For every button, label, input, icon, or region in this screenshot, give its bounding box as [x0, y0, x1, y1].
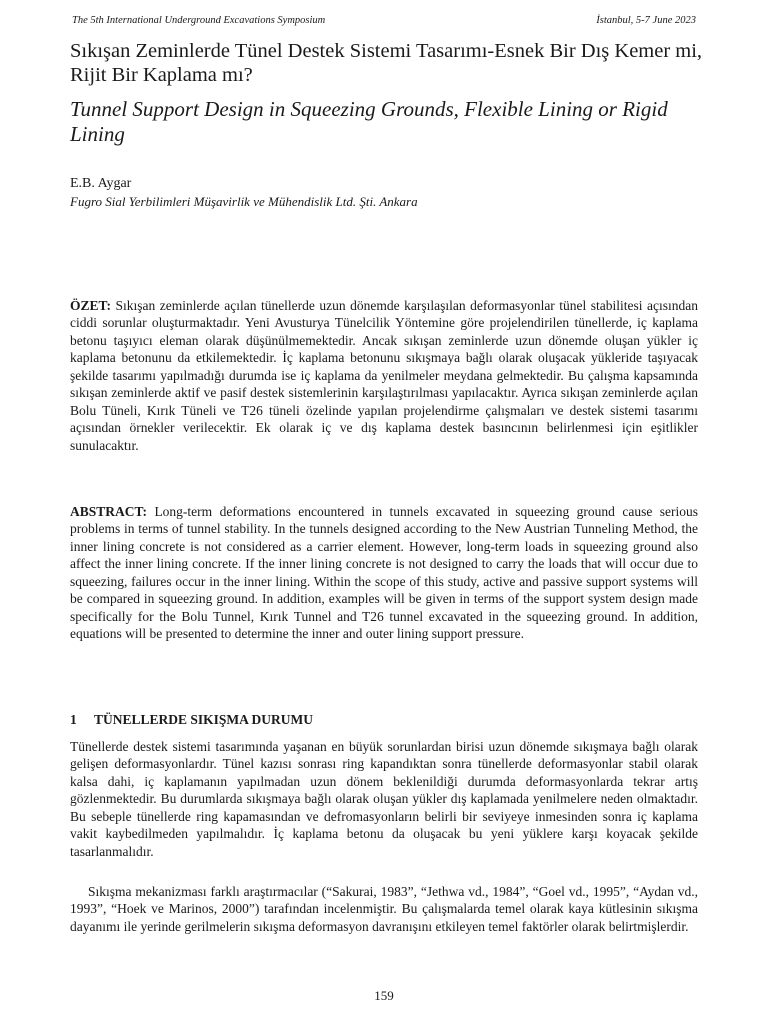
abstract-text: Long-term deformations encountered in tunnels excavated in squeezing ground cause serious problems in terms of tunnel stability. In the tunnels designed according to the New Austrian Tunneling Method, the inner lining concrete is not considered as a carrier element. However, long-term loads in squeezing ground also affect the inner lining concrete. If the inner lining concrete is not designed to carry the loads that will occur due to squeezing, failures occur in the inner lining. Within the scope of this study, active and passive support systems will be compared in squeezing ground. In addition, examples will be given in terms of the support system design made specifically for the Bolu Tunnel, Kırık Tunnel and T26 tunnel excavated in the squeezing ground. In addition, equations will be presented to determine the inner and outer lining support pressure.: [70, 504, 698, 642]
author-name: E.B. Aygar: [70, 176, 132, 191]
section-number: 1: [70, 712, 77, 727]
section-title: TÜNELLERDE SIKIŞMA DURUMU: [94, 712, 314, 727]
section-paragraph-1: Tünellerde destek sistemi tasarımında yaşanan en büyük sorunlardan birisi uzun dönemde sıkışmaya bağlı olarak gelişen deformasyonlardır. Tünel kazısı sonrası ring kapandıktan sonra tünellerde deformasyonlar stabil olarak kalsa dahi, iç kaplamanın yapılmadan uzun dönem beklenildiği durumda deformasyonlarda tekrar artış gözlenmektedir. Bu durumlarda sıkışmaya bağlı olarak oluşan yükler dış kaplamada yenilmelere neden olmaktadır. Bu sebeple tünellerde ring kapamasından ve defromasyonların belirli bir seviyeye inmesinden sonra iç kaplama vakit kaybedilmeden yapılmalıdır. İç kaplama betonu da oluşacak bu yeni yüklere karşı koyacak şekilde tasarlanmalıdır.: [70, 739, 698, 859]
ozet-paragraph: [70, 297, 698, 454]
ozet-text: Sıkışan zeminlerde açılan tünellerde uzun dönemde karşılaşılan deformasyonlar tünel stabilitesi açısından ciddi sorunlar oluşturmaktadır. Yeni Avusturya Tünelcilik Yöntemine göre projelendirilen tünellerde, iç kaplama betonu taşıyıcı eleman olarak düşünülmemektedir. Ancak sıkışan zeminlerde uzun dönemde oluşan yükler iç kaplama betonunu da etkilemektedir. İç kaplama betonunu sıkışmaya bağlı olarak oluşacak yükleride taşıyacak şekilde tasarımı yapılmadığı durumda ise iç kaplama da yenilmeler meydana gelmektedir. Bu çalışma kapsamında sıkışan zeminlerde aktif ve pasif destek sistemlerinin karşılaştırılması yapılacaktır. Ayrıca sıkışan zeminlerde açılan Bolu Tüneli, Kırık Tüneli ve T26 tüneli özelinde yapılan projelendirme çalışmaları ve destek sistemi tasarımı açısından örnekler verilecektir. Ek olarak iç ve dış kaplama destek basıncının belirlenmesi için eşitlikler sunulacaktır.: [70, 298, 698, 453]
section-paragraph-2: Sıkışma mekanizması farklı araştırmacılar (“Sakurai, 1983”, “Jethwa vd., 1984”, “Goel vd., 1995”, “Aydan vd., 1993”, “Hoek ve Marinos, 2000”) tarafından incelenmiştir. Bu çalışmalarda temel olarak kaya kütlesinin sıkışma dayanımı ile yerinde gerilmelerin sıkışma deformasyon davranışını etkileyen temel faktörler olarak belirtmişlerdir.: [70, 884, 698, 934]
ozet-label: ÖZET:: [70, 298, 112, 313]
header-symposium: The 5th International Underground Excavations Symposium: [72, 15, 326, 26]
title-turkish: Sıkışan Zeminlerde Tünel Destek Sistemi Tasarımı-Esnek Bir Dış Kemer mi, Rijit Bir Kaplama mı?: [70, 40, 703, 86]
page-number: 159: [374, 988, 394, 1003]
author-affiliation: Fugro Sial Yerbilimleri Müşavirlik ve Mühendislik Ltd. Şti. Ankara: [70, 194, 418, 209]
running-header: [72, 14, 696, 28]
section-heading: [70, 711, 313, 729]
abstract-paragraph: [70, 503, 698, 643]
title-english: Tunnel Support Design in Squeezing Grounds, Flexible Lining or Rigid Lining: [70, 97, 668, 146]
header-location-date: İstanbul, 5-7 June 2023: [596, 15, 696, 26]
abstract-label: ABSTRACT:: [70, 504, 148, 519]
